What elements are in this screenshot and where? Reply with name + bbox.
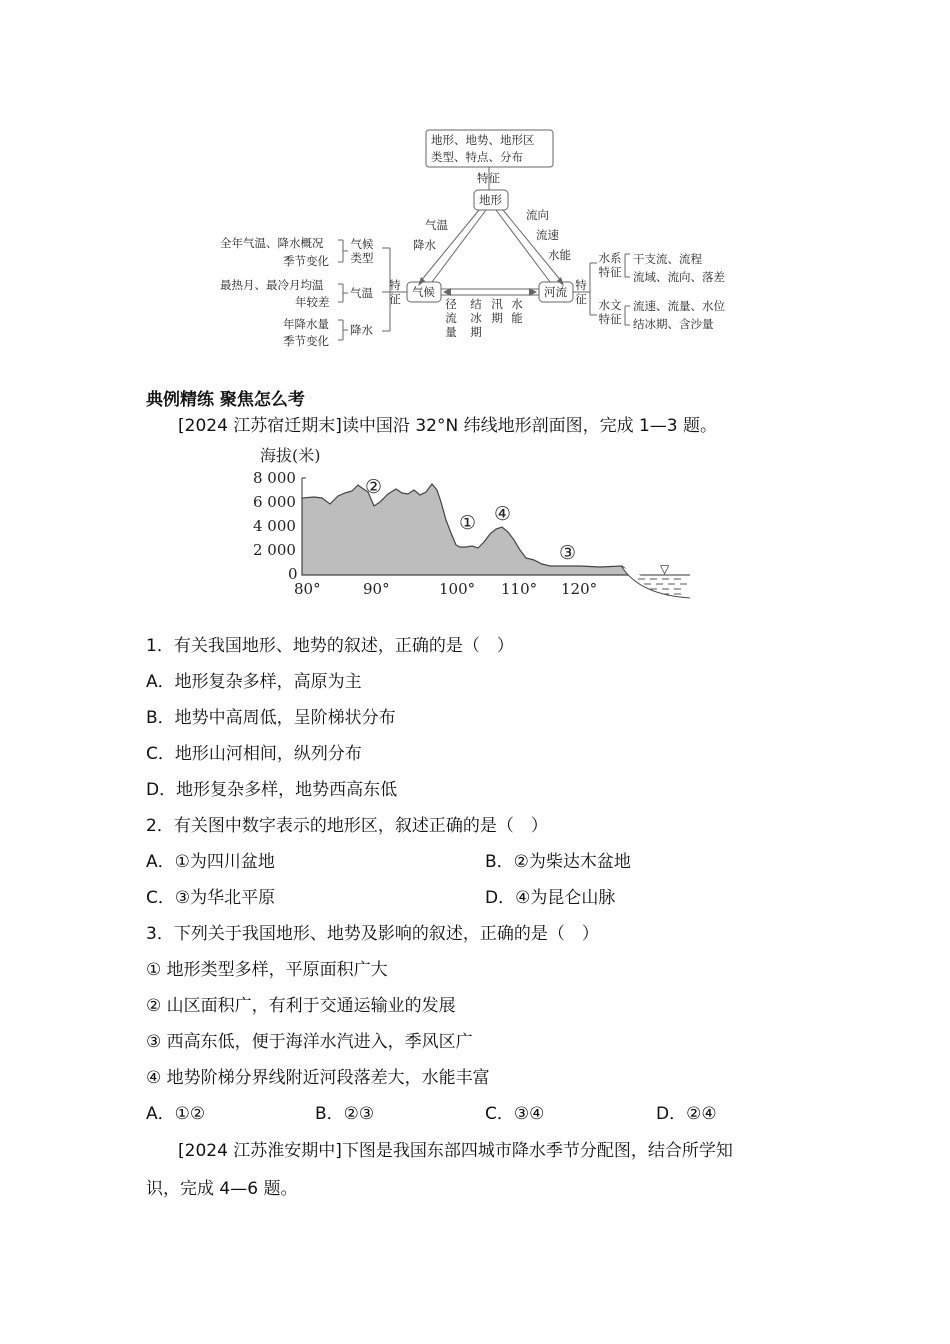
edge-bottom-label-3: 汛期 — [491, 297, 503, 325]
edge-right-label-1: 流向 — [526, 208, 549, 222]
y-tick-6000: 6 000 — [253, 493, 296, 511]
q3-statement-4: ④ 地势阶梯分界线附近河段落差大，水能丰富 — [146, 1068, 490, 1088]
edge-bottom-label-1: 径流量 — [445, 297, 457, 339]
left-item-1-line-1: 全年气温、降水概况 — [220, 236, 324, 250]
right-feature-label: 特征 — [575, 278, 587, 306]
x-tick-80: 80° — [294, 580, 321, 598]
q1-stem: 1．有关我国地形、地势的叙述，正确的是（ ） — [146, 636, 514, 656]
terrain-node: 地形 — [479, 193, 502, 207]
top-feature-label: 特征 — [477, 171, 500, 185]
y-axis-title: 海拔(米) — [260, 446, 321, 465]
q3-option-d: D．②④ — [656, 1104, 717, 1124]
y-tick-0: 0 — [288, 565, 298, 583]
left-item-2-line-1: 最热月、最冷月均温 — [220, 278, 324, 292]
river-node: 河流 — [544, 285, 567, 299]
right-item-2-line-2: 结冰期、含沙量 — [633, 317, 714, 331]
q1-option-c: C．地形山河相间，纵列分布 — [146, 744, 362, 764]
q1-option-b: B．地势中高周低，呈阶梯状分布 — [146, 708, 396, 728]
q1-option-a: A．地形复杂多样，高原为主 — [146, 672, 362, 692]
edge-bottom-label-2: 结冰期 — [470, 297, 482, 339]
climate-node: 气候 — [412, 285, 435, 299]
left-item-2-line-2: 年较差 — [295, 295, 330, 309]
q3-statement-3: ③ 西高东低，便于海洋水汽进入，季风区广 — [146, 1032, 473, 1052]
right-item-2-label: 水文特征 — [598, 298, 622, 326]
top-box-line-2: 类型、特点、分布 — [431, 150, 523, 164]
left-item-1-line-2: 季节变化 — [283, 254, 329, 268]
edge-left-label-2: 降水 — [413, 238, 436, 252]
left-feature-label: 特征 — [389, 278, 401, 306]
edge-left-label-1: 气温 — [425, 218, 448, 232]
left-item-2-label: 气温 — [350, 286, 373, 300]
top-box-line-1: 地形、地势、地形区 — [431, 133, 535, 147]
terrain-climate-river-diagram — [200, 120, 780, 360]
q2-option-a: A．①为四川盆地 — [146, 852, 275, 872]
q3-statement-2: ② 山区面积广，有利于交通运输业的发展 — [146, 996, 456, 1016]
right-item-1-line-1: 干支流、流程 — [633, 252, 702, 266]
right-item-2-line-1: 流速、流量、水位 — [633, 299, 725, 313]
edge-right-label-3: 水能 — [548, 248, 571, 262]
marker-4: ④ — [494, 503, 512, 525]
intro-2-line-2: 识，完成 4—6 题。 — [146, 1179, 298, 1199]
terrain-profile-figure — [250, 440, 700, 605]
marker-1: ① — [459, 512, 477, 534]
right-item-1-label: 水系特征 — [598, 251, 622, 279]
q3-option-a: A．①② — [146, 1104, 206, 1124]
left-item-3-line-1: 年降水量 — [283, 317, 329, 331]
edge-bottom-label-4: 水能 — [511, 297, 523, 325]
x-tick-90: 90° — [363, 580, 390, 598]
sea-area — [622, 567, 690, 598]
y-tick-4000: 4 000 — [253, 517, 296, 535]
q3-option-b: B．②③ — [315, 1104, 375, 1124]
q1-option-d: D．地形复杂多样，地势西高东低 — [146, 780, 398, 800]
x-tick-110: 110° — [501, 580, 538, 598]
q2-option-c: C．③为华北平原 — [146, 888, 276, 908]
right-item-1-line-2: 流域、流向、落差 — [633, 270, 725, 284]
left-item-3-line-2: 季节变化 — [283, 334, 329, 348]
q3-option-c: C．③④ — [485, 1104, 545, 1124]
q2-stem: 2．有关图中数字表示的地形区，叙述正确的是（ ） — [146, 816, 548, 836]
y-tick-8000: 8 000 — [253, 469, 296, 487]
q2-option-b: B．②为柴达木盆地 — [485, 852, 631, 872]
q3-statement-1: ① 地形类型多样，平原面积广大 — [146, 960, 388, 980]
left-item-3-label: 降水 — [350, 323, 373, 337]
left-item-1-label: 气候类型 — [350, 237, 374, 265]
intro-1: [2024 江苏宿迁期末]读中国沿 32°N 纬线地形剖面图，完成 1—3 题。 — [178, 416, 718, 436]
edge-right-label-2: 流速 — [536, 228, 559, 242]
section-title: 典例精练 聚焦怎么考 — [146, 390, 305, 410]
marker-2: ② — [365, 476, 383, 498]
x-tick-100: 100° — [439, 580, 476, 598]
y-tick-2000: 2 000 — [253, 541, 296, 559]
water-level-symbol: ▽ — [660, 562, 670, 576]
q2-option-d: D．④为昆仑山脉 — [485, 888, 616, 908]
x-tick-120: 120° — [561, 580, 598, 598]
intro-2-line-1: [2024 江苏淮安期中]下图是我国东部四城市降水季节分配图，结合所学知 — [178, 1141, 733, 1161]
q3-stem: 3．下列关于我国地形、地势及影响的叙述，正确的是（ ） — [146, 924, 599, 944]
marker-3: ③ — [559, 542, 577, 564]
